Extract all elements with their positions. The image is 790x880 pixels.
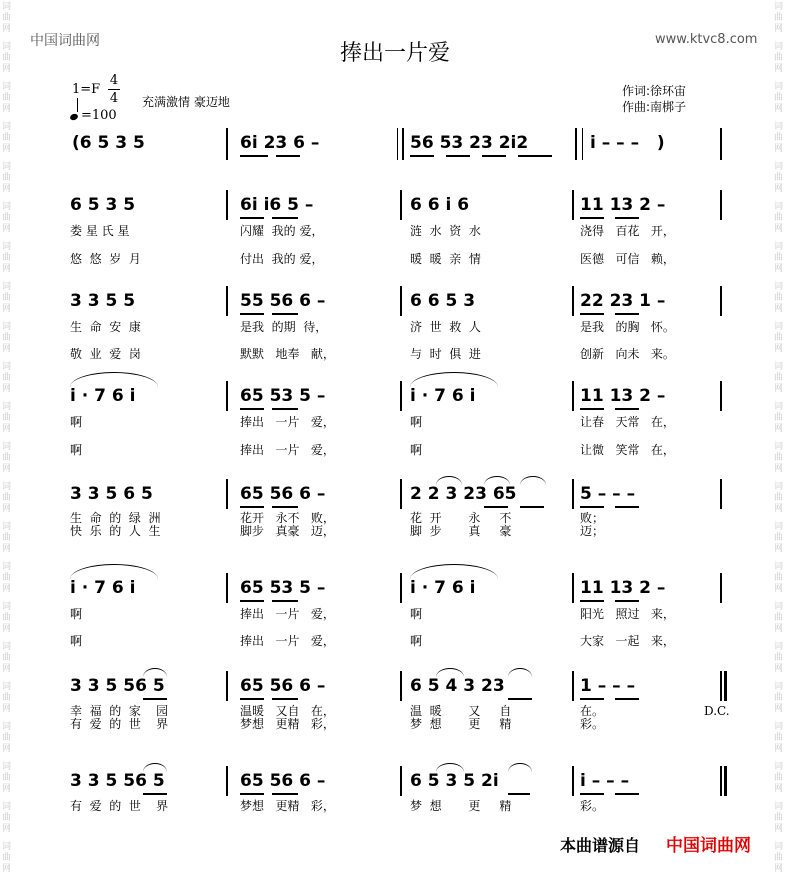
lyric-verse-1: 让春 天常 在，	[580, 415, 675, 429]
lyric-verse-1: 生 命 的 绿 洲	[70, 511, 161, 525]
watermark-char: 曲	[2, 773, 12, 783]
watermark-char: 曲	[2, 253, 12, 263]
watermark-char: 曲	[2, 573, 12, 583]
watermark-char: 曲	[2, 453, 12, 463]
measure-notes: 11 13 2 –	[580, 195, 666, 215]
watermark-char: 网	[774, 424, 784, 434]
lyric-verse-1: 啊	[410, 415, 423, 429]
watermark-char: 网	[2, 24, 12, 34]
watermark-char: 网	[774, 864, 784, 874]
watermark-char: 词	[2, 482, 12, 492]
measure-notes: i · 7 6 i	[410, 578, 476, 598]
lyric-verse-2: 迈；	[580, 524, 605, 538]
watermark-char: 网	[774, 744, 784, 754]
watermark-char: 词	[774, 642, 784, 652]
watermark-char: 词	[2, 802, 12, 812]
measure-notes: i · 7 6 i	[410, 386, 476, 406]
watermark-char: 网	[2, 104, 12, 114]
time-numerator: 4	[109, 73, 119, 88]
lyric-verse-1: 彩。	[580, 799, 605, 813]
watermark-char: 曲	[774, 93, 784, 103]
lyric-verse-2: 脚 步 真 豪	[410, 524, 512, 538]
lyric-verse-1: 生 命 安 康	[70, 320, 141, 334]
measure-notes: 3 3 5 5	[70, 291, 136, 311]
watermark-char: 词	[2, 362, 12, 372]
watermark-char: 曲	[2, 13, 12, 23]
watermark-char: 曲	[774, 453, 784, 463]
watermark-char: 曲	[2, 333, 12, 343]
measure-notes: 5 – – –	[580, 484, 636, 504]
watermark-char: 网	[2, 704, 12, 714]
lyric-verse-1: 温暖 又自 在，	[240, 704, 335, 718]
measure-notes: 22 23 1 –	[580, 291, 666, 311]
lyric-verse-2: 有 爱 的 世 界	[70, 717, 169, 731]
composer-credit: 作曲:南梆子	[622, 100, 687, 114]
lyric-verse-2: 暖 暖 亲 情	[410, 252, 481, 266]
measure-notes: 3 3 5 6 5	[70, 484, 153, 504]
watermark-char: 网	[2, 184, 12, 194]
lyric-verse-2: 捧出 一片 爱，	[240, 634, 335, 648]
watermark-char: 词	[774, 442, 784, 452]
lyric-verse-1: 啊	[70, 607, 83, 621]
watermark-char: 词	[774, 202, 784, 212]
watermark-char: 网	[2, 584, 12, 594]
watermark-char: 网	[2, 264, 12, 274]
watermark-char: 曲	[774, 653, 784, 663]
watermark-char: 网	[2, 304, 12, 314]
lyric-verse-2: 捧出 一片 爱，	[240, 443, 335, 457]
watermark-char: 词	[774, 42, 784, 52]
watermark-char: 曲	[2, 293, 12, 303]
watermark-char: 词	[774, 602, 784, 612]
watermark-char: 词	[774, 282, 784, 292]
measure-notes: 3 3 5 56 5	[70, 676, 165, 696]
watermark-char: 曲	[2, 213, 12, 223]
watermark-char: 词	[774, 242, 784, 252]
watermark-char: 词	[774, 82, 784, 92]
watermark-char: 曲	[774, 53, 784, 63]
watermark-char: 曲	[774, 773, 784, 783]
watermark-char: 曲	[774, 13, 784, 23]
watermark-char: 网	[2, 464, 12, 474]
measure-notes: 6 5 4 3 23	[410, 676, 505, 696]
lyric-verse-1: 啊	[70, 415, 83, 429]
watermark-char: 词	[774, 522, 784, 532]
lyric-verse-2: 敬 业 爱 岗	[70, 347, 141, 361]
watermark-char: 词	[774, 402, 784, 412]
watermark-char: 网	[2, 504, 12, 514]
measure-notes: 6 6 i 6	[410, 195, 470, 215]
watermark-char: 网	[2, 224, 12, 234]
watermark-char: 网	[774, 264, 784, 274]
watermark-char: 网	[774, 344, 784, 354]
lyric-verse-2: 创新 向未 来。	[580, 347, 675, 361]
lyric-verse-2: 彩。	[580, 717, 605, 731]
watermark-char: 曲	[774, 373, 784, 383]
lyric-verse-1: 有 爱 的 世 界	[70, 799, 169, 813]
lyric-verse-1: 阳光 照过 来，	[580, 607, 675, 621]
watermark-char: 词	[774, 682, 784, 692]
watermark-char: 网	[2, 664, 12, 674]
lyric-verse-2: 脚步 真豪 迈，	[240, 524, 335, 538]
lyric-verse-2: 付出 我的 爱，	[240, 252, 324, 266]
lyric-verse-1: 是我 的胸 怀。	[580, 320, 675, 334]
watermark-char: 词	[2, 162, 12, 172]
measure-notes: 11 13 2 –	[580, 386, 666, 406]
lyric-verse-2: 梦 想 更 精	[410, 717, 512, 731]
time-signature	[108, 72, 120, 107]
measure-notes: 1 – – –	[580, 676, 636, 696]
watermark-char: 网	[2, 424, 12, 434]
watermark-char: 词	[2, 242, 12, 252]
watermark-char: 曲	[2, 93, 12, 103]
watermark-char: 曲	[774, 613, 784, 623]
lyric-verse-1: 花开 永不 败，	[240, 511, 335, 525]
watermark-char: 网	[774, 544, 784, 554]
lyric-verse-1: 在。	[580, 704, 605, 718]
watermark-char: 曲	[2, 733, 12, 743]
lyric-verse-1: 闪耀 我的 爱，	[240, 224, 324, 238]
watermark-char: 曲	[774, 213, 784, 223]
lyricist-credit: 作词:徐环宙	[622, 84, 687, 98]
measure-notes: i – – – )	[590, 133, 665, 153]
lyric-verse-1: 捧出 一片 爱，	[240, 607, 335, 621]
measure-notes: 6 5 3 5	[70, 195, 136, 215]
watermark-char: 曲	[2, 693, 12, 703]
measure-notes: 55 56 6 –	[240, 291, 326, 311]
watermark-char: 网	[2, 544, 12, 554]
watermark-char: 曲	[774, 293, 784, 303]
watermark-char: 词	[2, 722, 12, 732]
watermark-char: 网	[2, 64, 12, 74]
lyric-verse-1: 浇得 百花 开，	[580, 224, 675, 238]
watermark-char: 曲	[2, 173, 12, 183]
watermark-char: 词	[2, 562, 12, 572]
watermark-char: 曲	[774, 693, 784, 703]
measure-notes: 65 56 6 –	[240, 484, 326, 504]
watermark-char: 曲	[774, 173, 784, 183]
lyric-verse-1: 梦 想 更 精	[410, 799, 512, 813]
watermark-char: 曲	[2, 133, 12, 143]
lyric-verse-1: 是我 的期 待，	[240, 320, 328, 334]
watermark-char: 词	[2, 322, 12, 332]
watermark-char: 网	[774, 104, 784, 114]
tempo-value: =100	[81, 108, 117, 123]
lyric-verse-2: 大家 一起 来，	[580, 634, 675, 648]
site-url-watermark: www.ktvc8.com	[655, 32, 758, 47]
watermark-char: 网	[774, 64, 784, 74]
watermark-char: 网	[2, 344, 12, 354]
watermark-char: 网	[774, 24, 784, 34]
watermark-char: 曲	[2, 493, 12, 503]
watermark-char: 曲	[2, 533, 12, 543]
watermark-char: 词	[2, 682, 12, 692]
watermark-char: 曲	[774, 853, 784, 863]
measure-notes: 65 53 5 –	[240, 386, 326, 406]
measure-notes: 65 53 5 –	[240, 578, 326, 598]
lyric-verse-1: 济 世 救 人	[410, 320, 481, 334]
quarter-note-icon	[69, 113, 79, 121]
lyric-verse-1: 涟 水 资 水	[410, 224, 481, 238]
lyric-verse-1: 温 暖 又 自	[410, 704, 512, 718]
watermark-char: 网	[2, 824, 12, 834]
watermark-char: 网	[774, 384, 784, 394]
watermark-char: 网	[774, 784, 784, 794]
lyric-verse-2: 让微 笑常 在，	[580, 443, 675, 457]
watermark-char: 网	[774, 704, 784, 714]
measure-notes: 11 13 2 –	[580, 578, 666, 598]
watermark-char: 词	[774, 762, 784, 772]
measure-notes: i · 7 6 i	[70, 386, 136, 406]
measure-notes: 6i i6 5 –	[240, 195, 314, 215]
watermark-char: 词	[2, 522, 12, 532]
lyric-verse-1: 梦想 更精 彩，	[240, 799, 335, 813]
watermark-char: 网	[2, 384, 12, 394]
lyric-verse-2: 默默 地奉 献，	[240, 347, 335, 361]
watermark-char: 网	[774, 504, 784, 514]
watermark-char: 词	[2, 642, 12, 652]
watermark-char: 词	[774, 162, 784, 172]
lyric-verse-1: 娄 星 氏 星	[70, 224, 130, 238]
lyric-verse-2: 啊	[410, 443, 423, 457]
lyric-verse-1: 幸 福 的 家 园	[70, 704, 169, 718]
watermark-char: 曲	[2, 413, 12, 423]
lyric-verse-1: 败；	[580, 511, 605, 525]
watermark-char: 词	[2, 82, 12, 92]
watermark-char: 网	[774, 464, 784, 474]
measure-notes: i – – –	[580, 771, 630, 791]
lyric-verse-2: 梦想 更精 彩，	[240, 717, 335, 731]
watermark-char: 网	[2, 784, 12, 794]
watermark-char: 曲	[774, 333, 784, 343]
watermark-char: 网	[774, 224, 784, 234]
site-name-watermark: 中国词曲网	[30, 33, 100, 49]
measure-notes: 65 56 6 –	[240, 676, 326, 696]
watermark-char: 曲	[774, 493, 784, 503]
lyric-verse-2: 啊	[70, 443, 83, 457]
lyric-verse-2: 快 乐 的 人 生	[70, 524, 161, 538]
measure-notes: 2 2 3 23 65	[410, 484, 517, 504]
lyric-verse-1: 花 开 永 不	[410, 511, 512, 525]
song-title: 捧出一片爱	[339, 41, 450, 66]
style-instruction: 充满激情 豪迈地	[142, 95, 230, 109]
watermark-char: 词	[2, 842, 12, 852]
watermark-char: 曲	[2, 653, 12, 663]
lyric-verse-2: 医德 可信 赖，	[580, 252, 675, 266]
lyric-verse-1: 捧出 一片 爱，	[240, 415, 335, 429]
watermark-char: 网	[2, 624, 12, 634]
watermark-char: 网	[2, 144, 12, 154]
measure-notes: 6 6 5 3	[410, 291, 476, 311]
watermark-char: 曲	[2, 53, 12, 63]
watermark-char: 曲	[774, 133, 784, 143]
watermark-char: 网	[774, 824, 784, 834]
lyric-verse-2: 啊	[70, 634, 83, 648]
lyric-verse-2: 与 时 俱 进	[410, 347, 481, 361]
left-watermark-strip	[0, 0, 18, 880]
watermark-char: 曲	[774, 813, 784, 823]
time-denominator: 4	[109, 91, 119, 106]
da-capo-mark: D.C.	[704, 704, 730, 718]
watermark-char: 网	[2, 744, 12, 754]
watermark-char: 曲	[2, 853, 12, 863]
watermark-char: 网	[774, 304, 784, 314]
measure-notes: (6 5 3 5	[72, 133, 145, 153]
lyric-verse-2: 悠 悠 岁 月	[70, 252, 141, 266]
watermark-char: 网	[2, 864, 12, 874]
watermark-char: 曲	[774, 573, 784, 583]
measure-notes: 65 56 6 –	[240, 771, 326, 791]
watermark-char: 曲	[2, 373, 12, 383]
watermark-char: 曲	[774, 413, 784, 423]
watermark-char: 词	[2, 42, 12, 52]
watermark-char: 词	[774, 322, 784, 332]
right-watermark-strip	[772, 0, 790, 880]
watermark-char: 词	[2, 602, 12, 612]
watermark-char: 网	[774, 184, 784, 194]
watermark-char: 词	[774, 722, 784, 732]
watermark-char: 词	[2, 402, 12, 412]
watermark-char: 网	[774, 624, 784, 634]
measure-notes: 6 5 3 5 2i	[410, 771, 499, 791]
measure-notes: 56 53 23 2i2	[410, 133, 529, 153]
watermark-char: 词	[774, 842, 784, 852]
watermark-char: 曲	[774, 733, 784, 743]
measure-notes: i · 7 6 i	[70, 578, 136, 598]
watermark-char: 网	[774, 584, 784, 594]
watermark-char: 词	[774, 2, 784, 12]
watermark-char: 词	[2, 2, 12, 12]
measure-notes: 3 3 5 56 5	[70, 771, 165, 791]
watermark-char: 曲	[774, 533, 784, 543]
watermark-char: 词	[774, 122, 784, 132]
key-signature: 1=F	[72, 82, 101, 97]
watermark-char: 词	[774, 802, 784, 812]
watermark-char: 曲	[774, 253, 784, 263]
watermark-char: 词	[2, 762, 12, 772]
source-label: 本曲谱源自	[560, 836, 641, 855]
lyric-verse-2: 啊	[410, 634, 423, 648]
watermark-char: 词	[774, 362, 784, 372]
watermark-char: 词	[2, 122, 12, 132]
watermark-char: 网	[774, 144, 784, 154]
watermark-char: 词	[2, 202, 12, 212]
watermark-char: 词	[2, 442, 12, 452]
watermark-char: 曲	[2, 613, 12, 623]
tempo-marking	[70, 108, 117, 123]
watermark-char: 网	[774, 664, 784, 674]
watermark-char: 词	[774, 562, 784, 572]
measure-notes: 6i 23 6 –	[240, 133, 320, 153]
watermark-char: 曲	[2, 813, 12, 823]
watermark-char: 词	[2, 282, 12, 292]
watermark-char: 词	[774, 482, 784, 492]
source-site-link[interactable]: 中国词曲网	[666, 836, 751, 856]
lyric-verse-1: 啊	[410, 607, 423, 621]
